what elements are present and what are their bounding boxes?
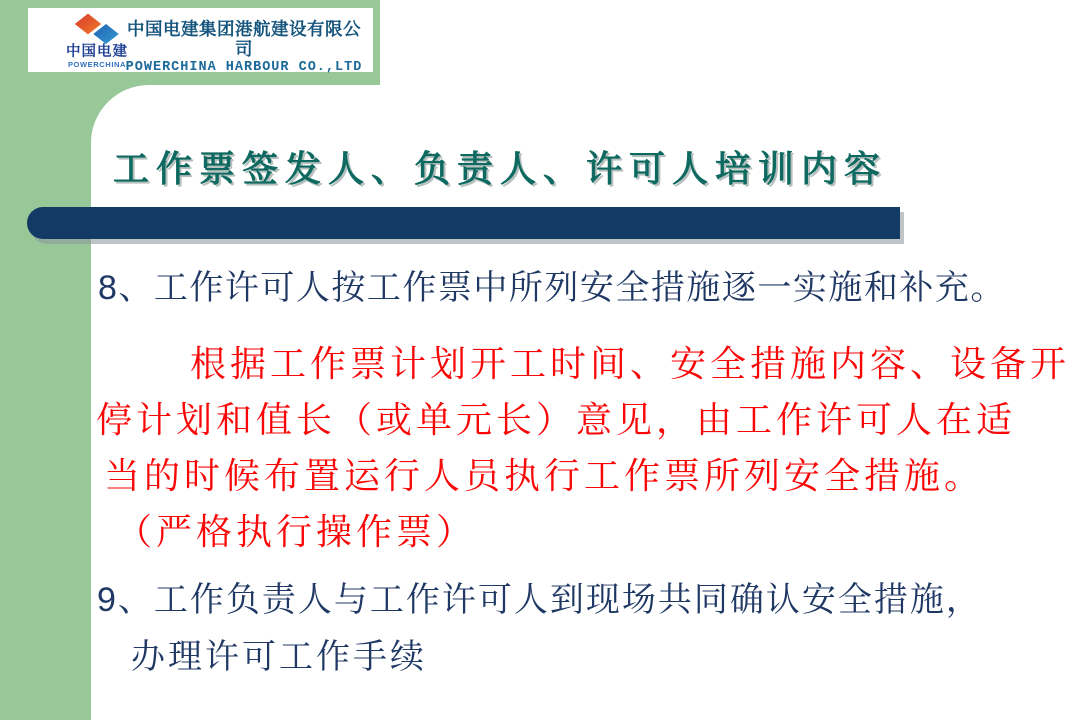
green-sidebar-band bbox=[0, 0, 91, 720]
company-name-en: POWERCHINA HARBOUR CO.,LTD bbox=[125, 60, 363, 76]
slide-title: 工作票签发人、负责人、许可人培训内容 bbox=[113, 148, 888, 189]
company-name-block bbox=[120, 19, 368, 76]
company-name-zh: 中国电建集团港航建设有限公司 bbox=[127, 19, 361, 60]
bullet-item-9-line-2: 办理许可工作手续 bbox=[131, 638, 427, 676]
red-note-line-3: 当的时候布置运行人员执行工作票所列安全措施。 bbox=[104, 455, 985, 496]
divider-bar bbox=[27, 207, 900, 239]
logo-mark-zh: 中国电建 bbox=[66, 44, 128, 60]
red-note-line-2: 停计划和值长（或单元长）意见，由工作许可人在适 bbox=[96, 399, 1017, 440]
company-logo-plate bbox=[28, 8, 373, 76]
logo-mark-en: POWERCHINA bbox=[67, 60, 127, 70]
bullet-item-8: 8、工作许可人按工作票中所列安全措施逐一实施和补充。 bbox=[98, 269, 1006, 307]
red-note-paragraph bbox=[96, 336, 1071, 560]
red-note-line-1: 根据工作票计划开工时间、安全措施内容、设备开 bbox=[190, 343, 1071, 384]
red-note-line-4: （严格执行操作票） bbox=[116, 511, 477, 552]
bullet-item-9-line-1: 9、工作负责人与工作许可人到现场共同确认安全措施， bbox=[97, 581, 982, 619]
